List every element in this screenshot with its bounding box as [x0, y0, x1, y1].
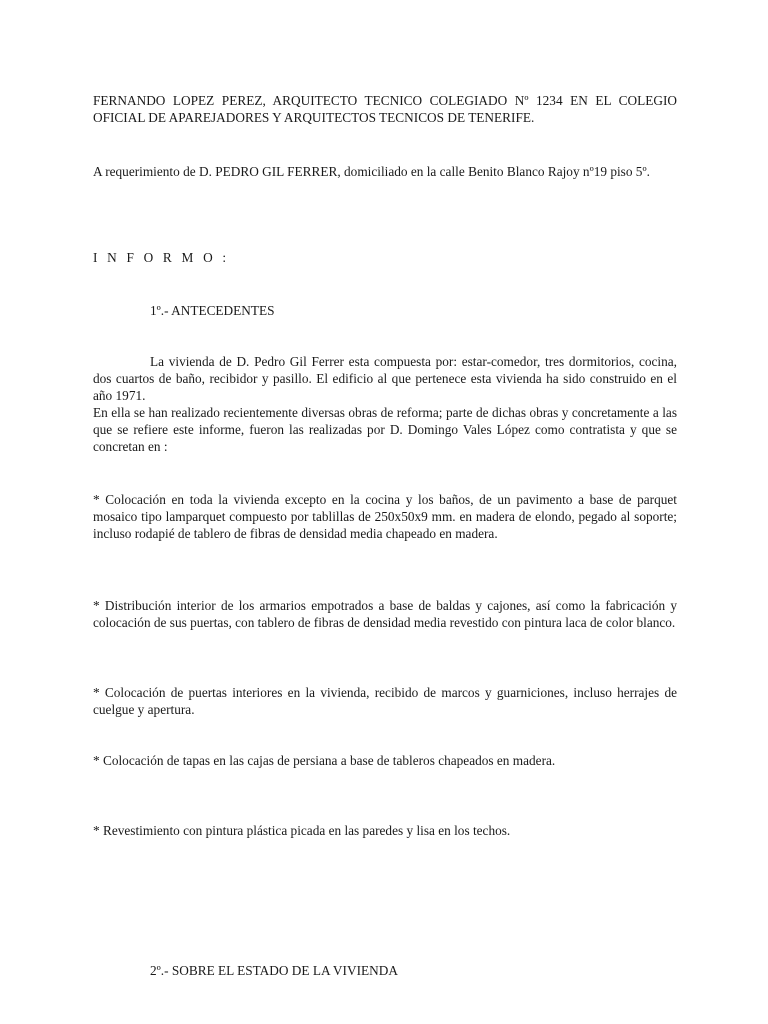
item-pintura: * Revestimiento con pintura plástica picada en las paredes y lisa en los techos. — [93, 823, 511, 838]
intro-paragraph: La vivienda de D. Pedro Gil Ferrer esta compuesta por: estar-comedor, tres dormitorios, cocina, dos cuartos de baño, recibidor y pasillo. El edificio al que pertenece esta vivienda ha sido construido en el año 1971. — [93, 354, 677, 403]
item-puertas: * Colocación de puertas interiores en la vivienda, recibido de marcos y guarniciones, incluso herrajes de cuelgue y apertura. — [93, 685, 677, 717]
document-header: FERNANDO LOPEZ PEREZ, ARQUITECTO TECNICO COLEGIADO Nº 1234 EN EL COLEGIO OFICIAL DE APAREJADORES Y ARQUITECTOS TECNICOS DE TENERIFE. — [93, 93, 677, 125]
item-parquet: * Colocación en toda la vivienda excepto en la cocina y los baños, de un pavimento a base de parquet mosaico tipo lamparquet compuesto por tablillas de 250x50x9 mm. en madera de elondo, pegado al soporte; incluso rodapié de tablero de fibras de densidad media chapeado en madera. — [93, 492, 677, 541]
section2-title: 2º.- SOBRE EL ESTADO DE LA VIVIENDA — [150, 963, 398, 978]
item-persianas: * Colocación de tapas en las cajas de persiana a base de tableros chapeados en madera. — [93, 753, 556, 768]
section1-title: 1º.- ANTECEDENTES — [150, 303, 275, 318]
request-paragraph: A requerimiento de D. PEDRO GIL FERRER, domiciliado en la calle Benito Blanco Rajoy nº19 piso 5º. — [93, 164, 650, 179]
informo-heading: I N F O R M O : — [93, 250, 230, 265]
reform-paragraph: En ella se han realizado recientemente diversas obras de reforma; parte de dichas obras y concretamente a las que se refiere este informe, fueron las realizadas por D. Domingo Vales López como contratista y que se concretan en : — [93, 405, 677, 454]
item-armarios: * Distribución interior de los armarios empotrados a base de baldas y cajones, así como la fabricación y colocación de sus puertas, con tablero de fibras de densidad media revestido con pintura laca de color blanco. — [93, 598, 677, 630]
